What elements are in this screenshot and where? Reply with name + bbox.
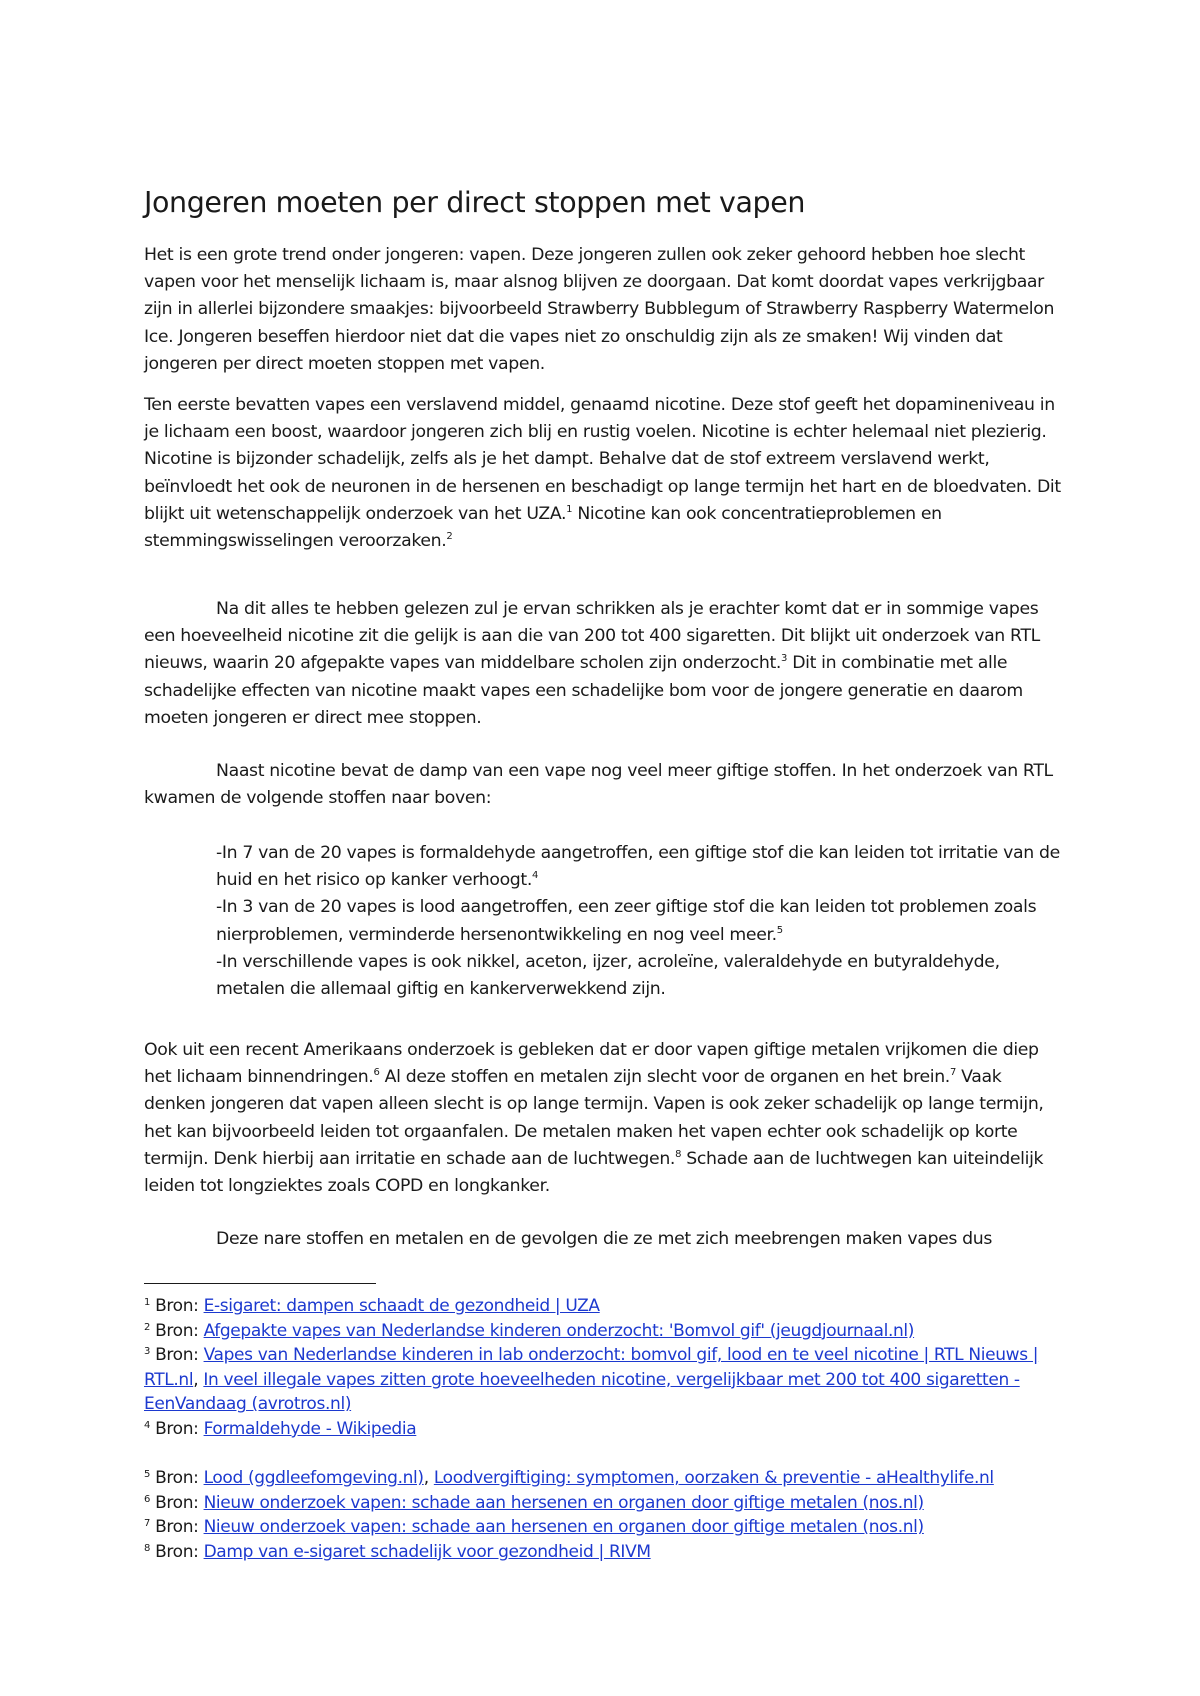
footnote-5 xyxy=(144,1466,1084,1491)
footnote-ref[interactable]: 6 xyxy=(373,1067,380,1079)
source-link[interactable]: Afgepakte vapes van Nederlandse kinderen onderzocht: 'Bomvol gif' (jeugdjournaal.nl) xyxy=(203,1320,915,1341)
footnote-3 xyxy=(144,1343,1084,1417)
footnote-2 xyxy=(144,1319,1084,1344)
footnote-ref[interactable]: 2 xyxy=(446,531,453,543)
footnote-1 xyxy=(144,1294,1084,1319)
footnote-prefix: Bron: xyxy=(150,1296,204,1316)
footnote-number: 3 xyxy=(144,1346,151,1358)
metals-paragraph: Ook uit een recent Amerikaans onderzoek is gebleken dat er door vapen giftige metalen vrijkomen die diep het lichaam binnendringen.$^6$ Al deze stoffen en metalen zijn slecht voor de organen en het brein.$^7$ Vaak denken jongeren dat vapen alleen slecht is op lange termijn. Vapen is ook zeker schadelijk op lange termijn, het kan bijvoorbeeld leiden tot orgaanfalen. De metalen maken het vapen echter ook schadelijk op korte termijn. Denk hierbij aan irritatie en schade aan de luchtwegen.$^8$ Schade aan de luchtwegen kan uiteindelijk leiden tot longziektes zoals COPD en longkanker. xyxy=(144,1040,1044,1197)
footnote-separator xyxy=(144,1283,376,1284)
footnote-number: 1 xyxy=(144,1297,151,1308)
footnote-prefix: Bron: xyxy=(150,1345,204,1366)
list-item: -In 7 van de 20 vapes is formaldehyde aangetroffen, een giftige stof die kan leiden tot irritatie van de huid en het risico op kanker verhoogt.$^4$ xyxy=(216,843,1060,891)
footnote-ref[interactable]: 8 xyxy=(675,1148,682,1160)
list-item: -In 3 van de 20 vapes is lood aangetroffen, een zeer giftige stof die kan leiden tot problemen zoals nierproblemen, verminderde hersenontwikkeling en nog veel meer.$^5$ xyxy=(216,897,1037,945)
footnote-prefix: Bron: xyxy=(150,1492,204,1513)
source-link[interactable]: E-sigaret: dampen schaadt de gezondheid | UZA xyxy=(203,1296,600,1316)
footnote-ref[interactable]: 1 xyxy=(566,503,573,515)
intro-paragraph: Het is een grote trend onder jongeren: vapen. Deze jongeren zullen ook zeker gehoord hebben hoe slecht vapen voor het menselijk lichaam is, maar alsnog blijven ze doorgaan. Dat komt doordat vapes verkrijgbaar zijn in allerlei bijzondere smaakjes: bijvoorbeeld Strawberry Bubblegum of Strawberry Raspberry Watermelon Ice. Jongeren beseffen hierdoor niet dat die vapes niet zo onschuldig zijn als ze smaken! Wij vinden dat jongeren per direct moeten stoppen met vapen. xyxy=(144,245,1055,374)
footnote-ref[interactable]: 3 xyxy=(781,653,788,665)
footnote-8 xyxy=(144,1540,1084,1565)
document-title: Jongeren moeten per direct stoppen met vapen xyxy=(144,186,806,219)
footnote-prefix: Bron: xyxy=(150,1418,204,1439)
footnote-4 xyxy=(144,1417,1084,1442)
nicotine-paragraph: Ten eerste bevatten vapes een verslavend middel, genaamd nicotine. Deze stof geeft het dopamineniveau in je lichaam een boost, waardoor jongeren zich blij en rustig voelen. Nicotine is echter helemaal niet plezierig. Nicotine is bijzonder schadelijk, zelfs als je het dampt. Behalve dat de stof extreem verslavend werkt, beïnvloedt het ook de neuronen in de hersenen en beschadigt op lange termijn het hart en de bloedvaten. Dit blijkt uit wetenschappelijk onderzoek van het UZA.$^1$ Nicotine kan ook concentratieproblemen en stemmingswisselingen veroorzaken.$^2$ xyxy=(144,395,1061,552)
nicotine-amount-paragraph: Na dit alles te hebben gelezen zul je ervan schrikken als je erachter komt dat er in sommige vapes een hoeveelheid nicotine zit die gelijk is aan die van 200 tot 400 sigaretten. Dit blijkt uit onderzoek van RTL nieuws, waarin 20 afgepakte vapes van middelbare scholen zijn onderzocht.$^3$ Dit in combinatie met alle schadelijke effecten van nicotine maakt vapes een schadelijke bom voor de jongere generatie en daarom moeten jongeren er direct mee stoppen. xyxy=(144,599,1040,728)
footnote-ref[interactable]: 4 xyxy=(531,870,538,882)
footnote-prefix: Bron: xyxy=(150,1541,204,1562)
footnote-number: 2 xyxy=(144,1321,151,1333)
footnote-prefix: Bron: xyxy=(150,1468,204,1489)
list-item: -In verschillende vapes is ook nikkel, aceton, ijzer, acroleïne, valeraldehyde en butyraldehyde, metalen die allemaal giftig en kankerverwekkend zijn. xyxy=(216,951,1000,1000)
footnote-7 xyxy=(144,1515,1084,1540)
source-link[interactable]: Nieuw onderzoek vapen: schade aan hersenen en organen door giftige metalen (nos.nl) xyxy=(203,1517,924,1538)
footnote-number: 4 xyxy=(144,1419,151,1431)
source-link[interactable]: Formaldehyde - Wikipedia xyxy=(203,1418,417,1439)
source-link[interactable]: Loodvergiftiging: symptomen, oorzaken & preventie - aHealthylife.nl xyxy=(433,1468,994,1489)
footnote-6 xyxy=(144,1491,1084,1516)
source-link[interactable]: Nieuw onderzoek vapen: schade aan hersenen en organen door giftige metalen (nos.nl) xyxy=(203,1492,924,1513)
footnote-ref[interactable]: 7 xyxy=(949,1067,956,1079)
toxic-substances-paragraph: Naast nicotine bevat de damp van een vape nog veel meer giftige stoffen. In het onderzoek van RTL kwamen de volgende stoffen naar boven: xyxy=(144,761,1053,809)
source-link[interactable]: In veel illegale vapes zitten grote hoeveelheden nicotine, vergelijkbaar met 200 tot 400 sigaretten - EenVandaag (avrotros.nl) xyxy=(144,1369,1020,1415)
source-link[interactable]: Damp van e-sigaret schadelijk voor gezondheid | RIVM xyxy=(203,1541,651,1562)
footnote-ref[interactable]: 5 xyxy=(776,924,783,936)
footnotes xyxy=(144,1294,1084,1565)
link-separator: , xyxy=(193,1369,204,1390)
footnote-number: 6 xyxy=(144,1493,151,1505)
footnote-prefix: Bron: xyxy=(150,1517,204,1538)
footnote-number: 8 xyxy=(144,1542,151,1554)
link-separator: , xyxy=(423,1468,434,1489)
substances-list xyxy=(216,840,1066,1003)
footnote-prefix: Bron: xyxy=(150,1320,204,1341)
footnote-number: 5 xyxy=(144,1469,151,1481)
footnote-number: 7 xyxy=(144,1518,151,1530)
source-link[interactable]: Lood (ggdleefomgeving.nl) xyxy=(203,1468,424,1489)
source-link[interactable]: Vapes van Nederlandse kinderen in lab onderzocht: bomvol gif, lood en te veel nicotine | RTL Nieuws | RTL.nl xyxy=(144,1345,1039,1390)
conclusion-paragraph: Deze nare stoffen en metalen en de gevolgen die ze met zich meebrengen maken vapes dus xyxy=(216,1229,993,1249)
